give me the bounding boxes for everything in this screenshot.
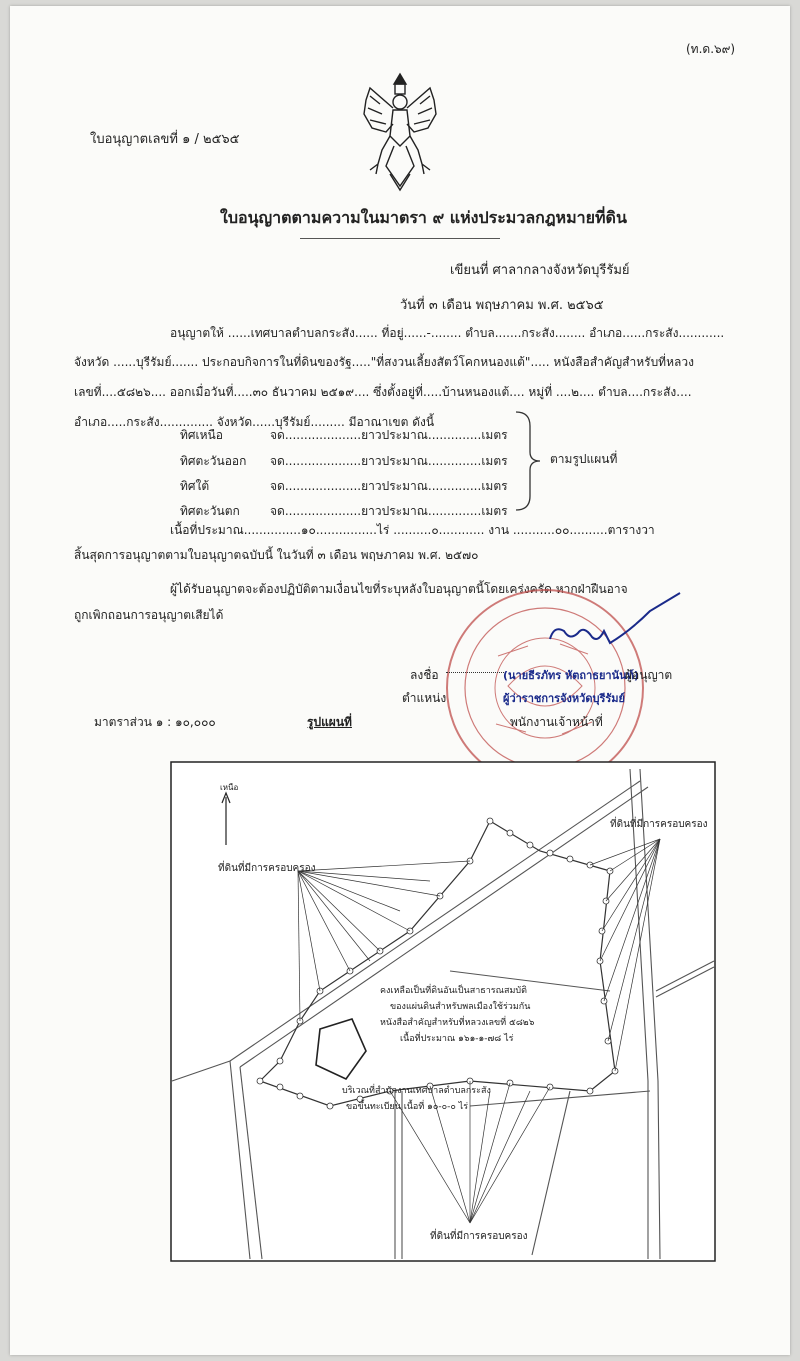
boundary-south-detail: จด....................ยาวประมาณ..............เมตร <box>270 479 508 493</box>
condition-line-1: ผู้ได้รับอนุญาตจะต้องปฏิบัติตามเงื่อนไขที่ระบุหลังใบอนุญาตนี้โดยเคร่งครัด หากฝ่าฝืนอาจ <box>170 582 628 596</box>
officer-label: พนักงานเจ้าหน้าที่ <box>510 715 603 729</box>
map-occupied-label-west: ที่ดินที่มีการครอบครอง <box>218 863 316 874</box>
boundary-east-dir: ทิศตะวันออก <box>180 454 247 468</box>
issue-date: วันที่ ๓ เดือน พฤษภาคม พ.ศ. ๒๕๖๕ <box>400 298 604 313</box>
title-divider <box>300 238 500 239</box>
area-line: เนื้อที่ประมาณ...............๑๐................ไร่ ..........๐............ งาน ...........๐๐..........ตารางวา <box>170 523 655 537</box>
map-center-note-1: คงเหลือเป็นที่ดินอันเป็นสาธารณสมบัติ <box>380 986 527 996</box>
boundary-west-detail: จด....................ยาวประมาณ..............เมตร <box>270 504 508 518</box>
map-title: รูปแผนที่ <box>307 715 352 729</box>
written-at: เขียนที่ ศาลากลางจังหวัดบุรีรัมย์ <box>450 263 630 278</box>
map-occupied-label-south: ที่ดินที่มีการครอบครอง <box>430 1231 528 1242</box>
body-line-3: เลขที่....๕๘๒๖.... ออกเมื่อวันที่.....๓๐ ธันวาคม ๒๕๑๙.... ซึ่งตั้งอยู่ที่.....บ้านหนองแต้.... หมู่ที่ ....๒.... ตำบล....กระสัง.... <box>74 385 692 399</box>
map-office-note-1: บริเวณที่สำนักงานเทศบาลตำบลกระสัง <box>342 1086 491 1096</box>
boundary-brace <box>514 410 544 512</box>
permit-document <box>10 6 790 1355</box>
position-value: ผู้ว่าราชการจังหวัดบุรีรัมย์ <box>503 692 625 705</box>
map-north-label: เหนือ <box>220 783 239 792</box>
signer-name: (นายธีรภัทร หัตถาธยานันท์) <box>503 669 639 682</box>
boundary-south-dir: ทิศใต้ <box>180 479 210 493</box>
body-line-4: อำเภอ.....กระสัง.............. จังหวัด......บุรีรัมย์......... มีอาณาเขต ดังนี้ <box>74 415 435 429</box>
boundary-north-dir: ทิศเหนือ <box>180 428 223 442</box>
grantor-label: ผู้อนุญาต <box>625 668 673 682</box>
map-office-note-2: ขอขึ้นทะเบียน เนื้อที่ ๑๐-๐-๐ ไร่ <box>346 1102 469 1112</box>
map-center-note-4: เนื้อที่ประมาณ ๑๖๑-๑-๗๘ ไร่ <box>400 1034 514 1044</box>
map-center-note-2: ของแผ่นดินสำหรับพลเมืองใช้ร่วมกัน <box>390 1002 531 1012</box>
garuda-emblem-icon <box>360 70 440 192</box>
sign-label: ลงชื่อ <box>410 668 439 682</box>
position-label: ตำแหน่ง <box>402 691 447 705</box>
boundary-west-dir: ทิศตะวันตก <box>180 504 240 518</box>
body-line-1: อนุญาตให้ ......เทศบาลตำบลกระสัง...... ที่อยู่......-........ ตำบล.......กระสัง........ อำเภอ......กระสัง............ <box>170 326 725 340</box>
license-number: ใบอนุญาตเลขที่ ๑ / ๒๕๖๕ <box>90 132 240 147</box>
map-occupied-label-east: ที่ดินที่มีการครอบครอง <box>610 819 708 830</box>
body-line-2: จังหวัด ......บุรีรัมย์....... ประกอบกิจการในที่ดินของรัฐ....."ที่สงวนเลี้ยงสัตว์โคกหนองแต้"..... หนังสือสำคัญสำหรับที่หลวง <box>74 355 694 369</box>
document-title: ใบอนุญาตตามความในมาตรา ๙ แห่งประมวลกฎหมายที่ดิน <box>220 208 627 227</box>
boundary-note: ตามรูปแผนที่ <box>550 452 618 466</box>
expiry-line: สิ้นสุดการอนุญาตตามใบอนุญาตฉบับนี้ ในวันที่ ๓ เดือน พฤษภาคม พ.ศ. ๒๕๗๐ <box>74 548 479 562</box>
signature-mark <box>540 591 690 661</box>
boundary-north-detail: จด....................ยาวประมาณ..............เมตร <box>270 428 508 442</box>
condition-line-2: ถูกเพิกถอนการอนุญาตเสียได้ <box>74 608 224 622</box>
map-scale: มาตราส่วน ๑ : ๑๐,๐๐๐ <box>94 715 216 729</box>
land-map <box>170 761 716 1262</box>
sign-dots <box>446 672 506 673</box>
form-code: (ท.ด.๖๙) <box>686 42 736 56</box>
map-center-note-3: หนังสือสำคัญสำหรับที่หลวงเลขที่ ๕๘๒๖ <box>380 1018 535 1028</box>
boundary-east-detail: จด....................ยาวประมาณ..............เมตร <box>270 454 508 468</box>
